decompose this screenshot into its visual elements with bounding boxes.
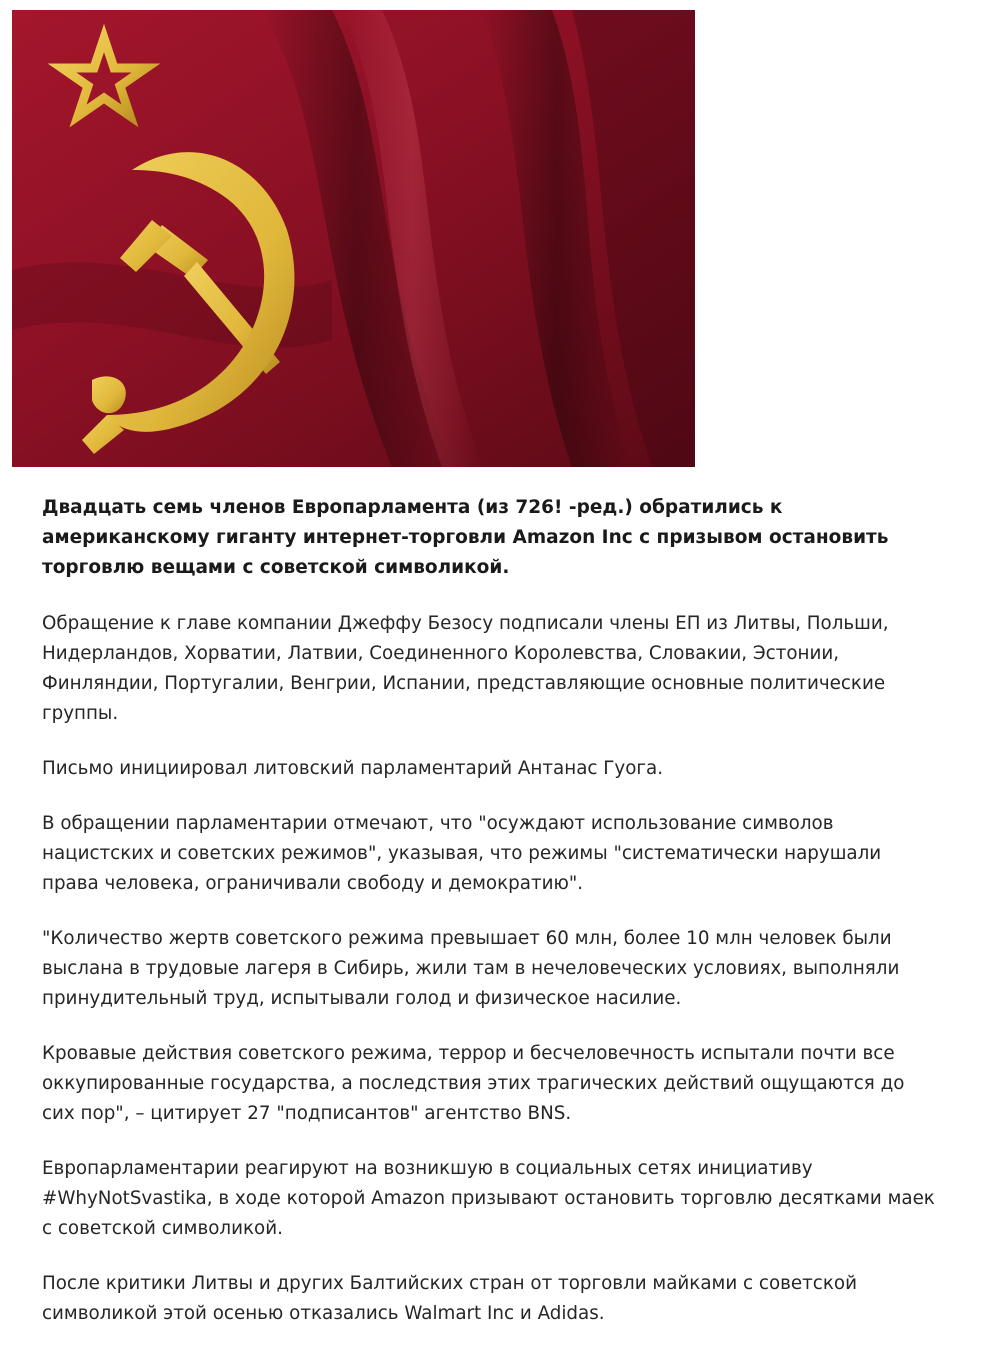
article-paragraph: В обращении парламентарии отмечают, что "осуждают использование символов нацистских и советских режимов", указывая, что режимы "систематически нарушали права человека, ограничивали свободу и демократию". [42, 813, 882, 894]
article-paragraph: Европарламентарии реагируют на возникшую в социальных сетях инициативу #WhyNotSvastika, в ходе которой Amazon призывают остановить торговлю десятками маек с советской символикой. [42, 1158, 935, 1239]
article-paragraph: "Количество жертв советского режима превышает 60 млн, более 10 млн человек были выслана в трудовые лагеря в Сибирь, жили там в нечеловеческих условиях, выполняли принудительный труд, испытывали голод и физическое насилие. [42, 928, 900, 1009]
article-body [42, 493, 942, 1354]
hero-image [12, 10, 695, 467]
article-paragraph: Кровавые действия советского режима, террор и бесчеловечность испытали почти все оккупированные государства, а последствия этих трагических действий ощущаются до сих пор", – цитирует 27 "подписантов" агентство BNS. [42, 1043, 905, 1124]
article-paragraph: Письмо инициировал литовский парламентарий Антанас Гуога. [42, 758, 664, 779]
soviet-flag-image [12, 10, 695, 467]
article-paragraph: После критики Литвы и других Балтийских стран от торговли майками с советской символикой этой осенью отказались Walmart Inc и Adidas. [42, 1273, 857, 1324]
article-lead: Двадцать семь членов Европарламента (из 726! -ред.) обратились к американскому гиганту интернет-торговли Amazon Inc с призывом остановить торговлю вещами с советской символикой. [42, 497, 889, 578]
article-paragraph: Обращение к главе компании Джеффу Безосу подписали члены ЕП из Литвы, Польши, Нидерландов, Хорватии, Латвии, Соединенного Королевства, Словакии, Эстонии, Финляндии, Португалии, Венгрии, Испании, представляющие основные политические группы. [42, 613, 889, 724]
